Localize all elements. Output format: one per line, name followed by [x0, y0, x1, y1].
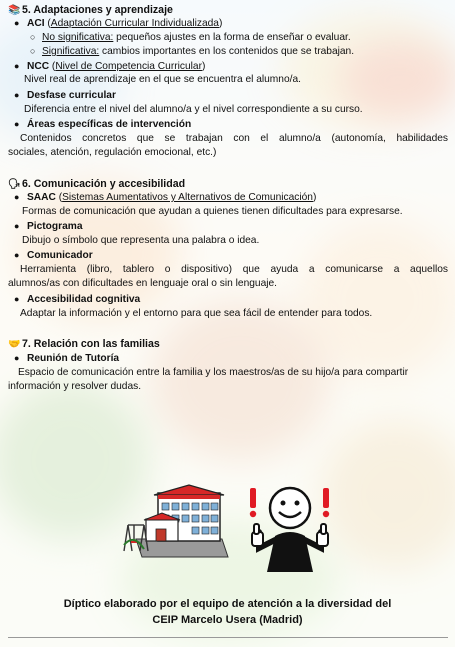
areas-description-line1: Contenidos concretos que se trabajan con el alumno/a (autonomía, habilidades: [20, 133, 448, 144]
item-comunicador: ● Comunicador: [14, 250, 93, 261]
reunion-description-line2: información y resolver dudas.: [8, 381, 142, 392]
item-areas: ● Áreas específicas de intervención: [14, 119, 192, 130]
handshake-icon: 🤝: [8, 339, 21, 350]
speaking-head-icon: 🗣: [8, 179, 21, 190]
thumbs-up-person-pictogram: [245, 484, 335, 574]
areas-description-line2: sociales, atención, regulación emocional, etc.): [8, 147, 217, 158]
item-pictograma: ● Pictograma: [14, 221, 83, 232]
bottom-divider: [8, 637, 448, 638]
ncc-description: Nivel real de aprendizaje en el que se encuentra el alumno/a.: [24, 74, 301, 85]
sub-no-significativa: ○ No significativa: pequeños ajustes en la forma de enseñar o evaluar.: [30, 32, 351, 43]
aci-full-link: Adaptación Curricular Individualizada: [50, 18, 219, 29]
books-icon: 📚: [8, 5, 21, 16]
accesibilidad-description: Adaptar la información y el entorno para que sea fácil de entender para todos.: [20, 308, 373, 319]
item-aci: ● ACI (Adaptación Curricular Individualizada): [14, 18, 223, 29]
item-reunion: ● Reunión de Tutoría: [14, 353, 120, 364]
saac-description: Formas de comunicación que ayudan a quienes tienen dificultades para expresarse.: [22, 206, 403, 217]
item-desfase: ● Desfase curricular: [14, 90, 116, 101]
desfase-description: Diferencia entre el nivel del alumno/a y el nivel correspondiente a su curso.: [24, 104, 363, 115]
section-6-title: 🗣6. Comunicación y accesibilidad: [8, 178, 186, 190]
item-ncc: ● NCC (Nivel de Competencia Curricular): [14, 61, 206, 72]
reunion-description-line1: Espacio de comunicación entre la familia y los maestros/as de su hijo/a para compartir: [18, 367, 409, 378]
item-accesibilidad: ● Accesibilidad cognitiva: [14, 294, 141, 305]
sub-significativa: ○ Significativa: cambios importantes en los contenidos que se trabajan.: [30, 46, 355, 57]
footer-line2: CEIP Marcelo Usera (Madrid): [152, 614, 303, 626]
footer-line1: Díptico elaborado por el equipo de atención a la diversidad del: [63, 598, 392, 610]
school-building-pictogram: [122, 483, 230, 563]
pictograma-description: Dibujo o símbolo que representa una palabra o idea.: [22, 235, 260, 246]
comunicador-description-line2: alumnos/as con dificultades en lenguaje oral o sin lenguaje.: [8, 278, 278, 289]
item-saac: ● SAAC (Sistemas Aumentativos y Alternativos de Comunicación): [14, 192, 317, 203]
section-7-title: 🤝 7. Relación con las familias: [8, 338, 160, 350]
section-5-title: 📚 5. Adaptaciones y aprendizaje: [8, 4, 173, 16]
comunicador-description-line1: Herramienta (libro, tablero o dispositivo) que ayuda a comunicarse a aquellos: [20, 264, 448, 275]
